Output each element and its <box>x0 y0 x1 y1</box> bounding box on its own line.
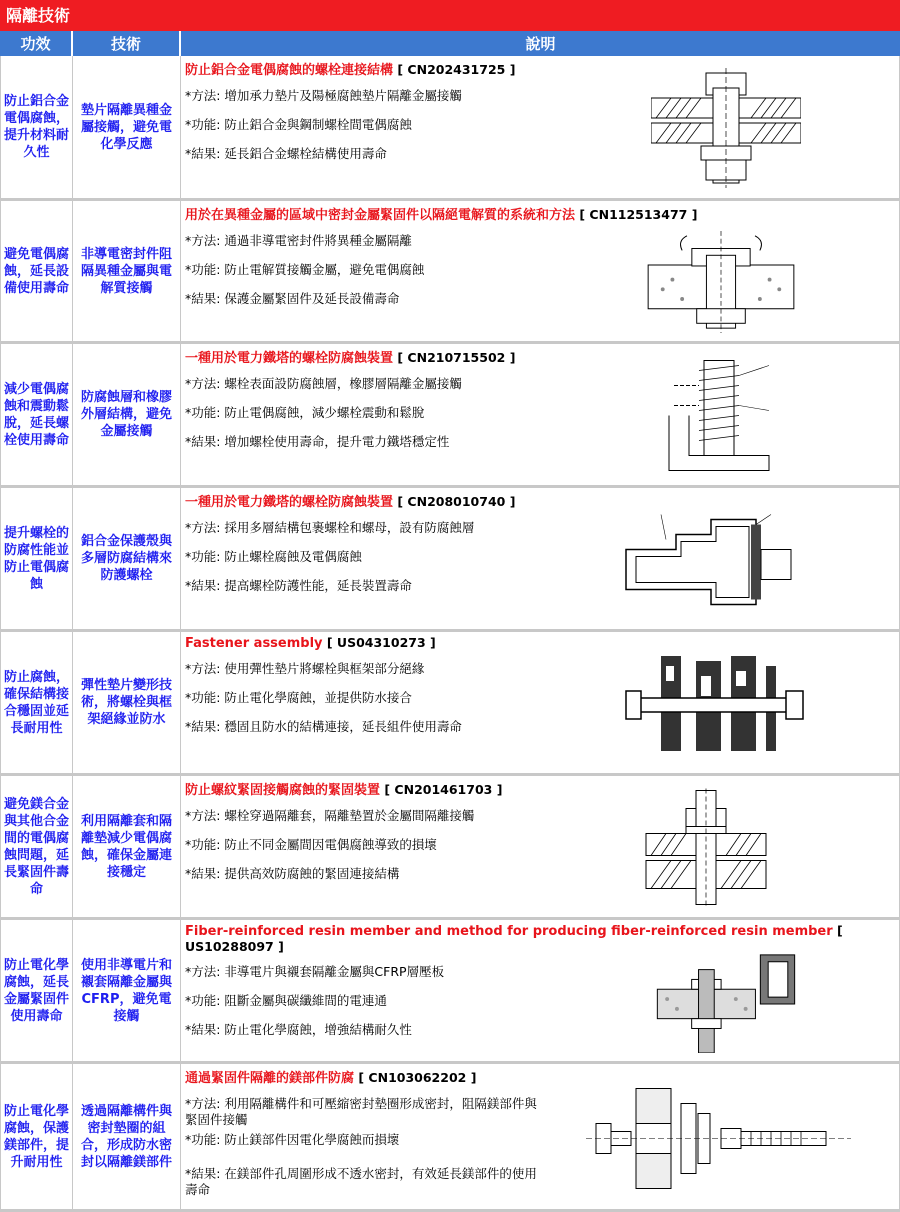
tech-cell: 利用隔離套和隔離墊減少電偶腐蝕，確保金屬連接穩定 <box>73 776 181 920</box>
tech-cell: 墊片隔離異種金屬接觸，避免電化學反應 <box>73 56 181 201</box>
page-title: 隔離技術 <box>0 0 900 31</box>
tech-cell: 透過隔離構件與密封墊圈的組合，形成防水密封以隔離鎂部件 <box>73 1064 181 1212</box>
effect-cell: 避免電偶腐蝕，延長設備使用壽命 <box>0 201 73 344</box>
tech-cell: 彈性墊片變形技術，將螺栓與框架絕緣並防水 <box>73 632 181 776</box>
figure-svg <box>659 354 784 477</box>
effect-cell: 防止電化學腐蝕，延長金屬緊固件使用壽命 <box>0 920 73 1064</box>
cfrp-laminate-drawing <box>651 950 801 1053</box>
figure-svg <box>641 786 801 909</box>
desc-cell <box>181 488 900 632</box>
result-text: *結果: 提供高效防腐蝕的緊固連接結構 <box>185 866 400 881</box>
result-text: *結果: 穩固且防水的結構連接，延長組件使用壽命 <box>185 719 462 734</box>
patent-title: 防止螺紋緊固接觸腐蝕的緊固裝置 <box>185 783 381 798</box>
function-text: *功能: 防止電偶腐蝕，減少螺栓震動和鬆脫 <box>185 405 425 420</box>
bolt-washer-cross-section-drawing <box>651 66 801 190</box>
header-row <box>0 31 900 56</box>
patent-title: 用於在異種金屬的區域中密封金屬緊固件以隔絕電解質的系統和方法 <box>185 208 576 223</box>
effect-cell: 防止腐蝕，確保結構接合穩固並延長耐用性 <box>0 632 73 776</box>
patent-number: [ CN103062202 ] <box>354 1070 477 1085</box>
protective-shell-drawing <box>621 498 811 621</box>
function-text: *功能: 防止鋁合金與鋼制螺栓間電偶腐蝕 <box>185 117 412 132</box>
figure-svg <box>586 1074 851 1201</box>
table-row <box>0 1064 900 1212</box>
isolation-tech-table <box>0 31 900 1212</box>
patent-title: 一種用於電力鐵塔的螺栓防腐蝕裝置 <box>185 351 394 366</box>
function-text: *功能: 防止不同金屬間因電偶腐蝕導致的損壞 <box>185 837 437 852</box>
patent-number: [ US04310273 ] <box>322 635 436 650</box>
patent-number: [ CN201461703 ] <box>380 782 503 797</box>
desc-cell <box>181 1064 900 1212</box>
tech-cell: 鋁合金保護殼與多層防腐結構來防護螺栓 <box>73 488 181 632</box>
result-text: *結果: 在鎂部件孔周圍形成不透水密封，有效延長鎂部件的使用壽命 <box>185 1166 537 1197</box>
patent-number: [ CN202431725 ] <box>393 62 516 77</box>
result-text: *結果: 延長鋁合金螺栓結構使用壽命 <box>185 146 387 161</box>
figure-svg <box>621 642 811 765</box>
effect-cell: 防止鋁合金電偶腐蝕，提升材料耐久性 <box>0 56 73 201</box>
desc-cell <box>181 776 900 920</box>
function-text: *功能: 防止電化學腐蝕，並提供防水接合 <box>185 690 412 705</box>
desc-cell <box>181 920 900 1064</box>
function-text: *功能: 防止鎂部件因電化學腐蝕而損壞 <box>185 1132 400 1147</box>
figure-svg <box>651 950 801 1053</box>
figure-svg <box>641 231 801 333</box>
result-text: *結果: 提高螺栓防護性能，延長裝置壽命 <box>185 578 412 593</box>
patent-title: 一種用於電力鐵塔的螺栓防腐蝕裝置 <box>185 495 394 510</box>
method-text: *方法: 通過非導電密封件將異種金屬隔離 <box>185 233 412 248</box>
patent-title: 防止鋁合金電偶腐蝕的螺栓連接結構 <box>185 63 394 78</box>
result-text: *結果: 防止電化學腐蝕，增強結構耐久性 <box>185 1022 412 1037</box>
method-text: *方法: 螺栓表面設防腐蝕層，橡膠層隔離金屬接觸 <box>185 376 462 391</box>
isolation-sleeve-drawing <box>641 786 801 909</box>
header-tech: 技術 <box>73 31 181 56</box>
desc-cell <box>181 201 900 344</box>
tower-bolt-drawing <box>659 354 784 477</box>
table-row <box>0 920 900 1064</box>
function-text: *功能: 防止螺栓腐蝕及電偶腐蝕 <box>185 549 362 564</box>
table-row <box>0 776 900 920</box>
table-row <box>0 488 900 632</box>
figure-svg <box>651 66 801 190</box>
effect-cell: 避免鎂合金與其他合金間的電偶腐蝕問題，延長緊固件壽命 <box>0 776 73 920</box>
method-text: *方法: 採用多層結構包裹螺栓和螺母，設有防腐蝕層 <box>185 520 475 535</box>
tech-cell: 非導電密封件阻隔異種金屬與電解質接觸 <box>73 201 181 344</box>
desc-cell <box>181 344 900 488</box>
method-text: *方法: 螺栓穿過隔離套，隔離墊置於金屬間隔離接觸 <box>185 808 475 823</box>
method-text: *方法: 非導電片與襯套隔離金屬與CFRP層壓板 <box>185 964 445 979</box>
result-text: *結果: 保護金屬緊固件及延長設備壽命 <box>185 291 400 306</box>
method-text: *方法: 增加承力墊片及陽極腐蝕墊片隔離金屬接觸 <box>185 88 462 103</box>
table-row <box>0 632 900 776</box>
magnesium-fastener-drawing <box>586 1074 851 1201</box>
figure-svg <box>621 498 811 621</box>
patent-title: Fastener assembly <box>185 636 323 651</box>
patent-title: Fiber-reinforced resin member and method for producing fiber-reinforced resin member <box>185 924 833 939</box>
method-text: *方法: 利用隔離構件和可壓縮密封墊圈形成密封，阻隔鎂部件與緊固件接觸 <box>185 1096 537 1127</box>
effect-cell: 提升螺栓的防腐性能並防止電偶腐蝕 <box>0 488 73 632</box>
tech-cell: 使用非導電片和襯套隔離金屬與CFRP，避免電接觸 <box>73 920 181 1064</box>
patent-number: [ CN112513477 ] <box>575 207 698 222</box>
function-text: *功能: 阻斷金屬與碳纖維間的電連通 <box>185 993 387 1008</box>
header-effect: 功效 <box>0 31 73 56</box>
patent-title: 通過緊固件隔離的鎂部件防腐 <box>185 1071 355 1086</box>
fastener-assembly-drawing <box>621 642 811 765</box>
header-desc: 說明 <box>181 31 900 56</box>
function-text: *功能: 防止電解質接觸金屬，避免電偶腐蝕 <box>185 262 425 277</box>
method-text: *方法: 使用彈性墊片將螺栓與框架部分絕緣 <box>185 661 425 676</box>
patent-number: [ CN210715502 ] <box>393 350 516 365</box>
desc-cell <box>181 56 900 201</box>
tech-cell: 防腐蝕層和橡膠外層結構，避免金屬接觸 <box>73 344 181 488</box>
effect-cell: 減少電偶腐蝕和震動鬆脫，延長螺栓使用壽命 <box>0 344 73 488</box>
effect-cell: 防止電化學腐蝕，保護鎂部件，提升耐用性 <box>0 1064 73 1212</box>
table-row <box>0 344 900 488</box>
sealed-fastener-drawing <box>641 231 801 333</box>
result-text: *結果: 增加螺栓使用壽命，提升電力鐵塔穩定性 <box>185 434 450 449</box>
table-row <box>0 56 900 201</box>
patent-number: [ US10288097 ] <box>185 923 843 954</box>
patent-number: [ CN208010740 ] <box>393 494 516 509</box>
table-row <box>0 201 900 344</box>
desc-cell <box>181 632 900 776</box>
